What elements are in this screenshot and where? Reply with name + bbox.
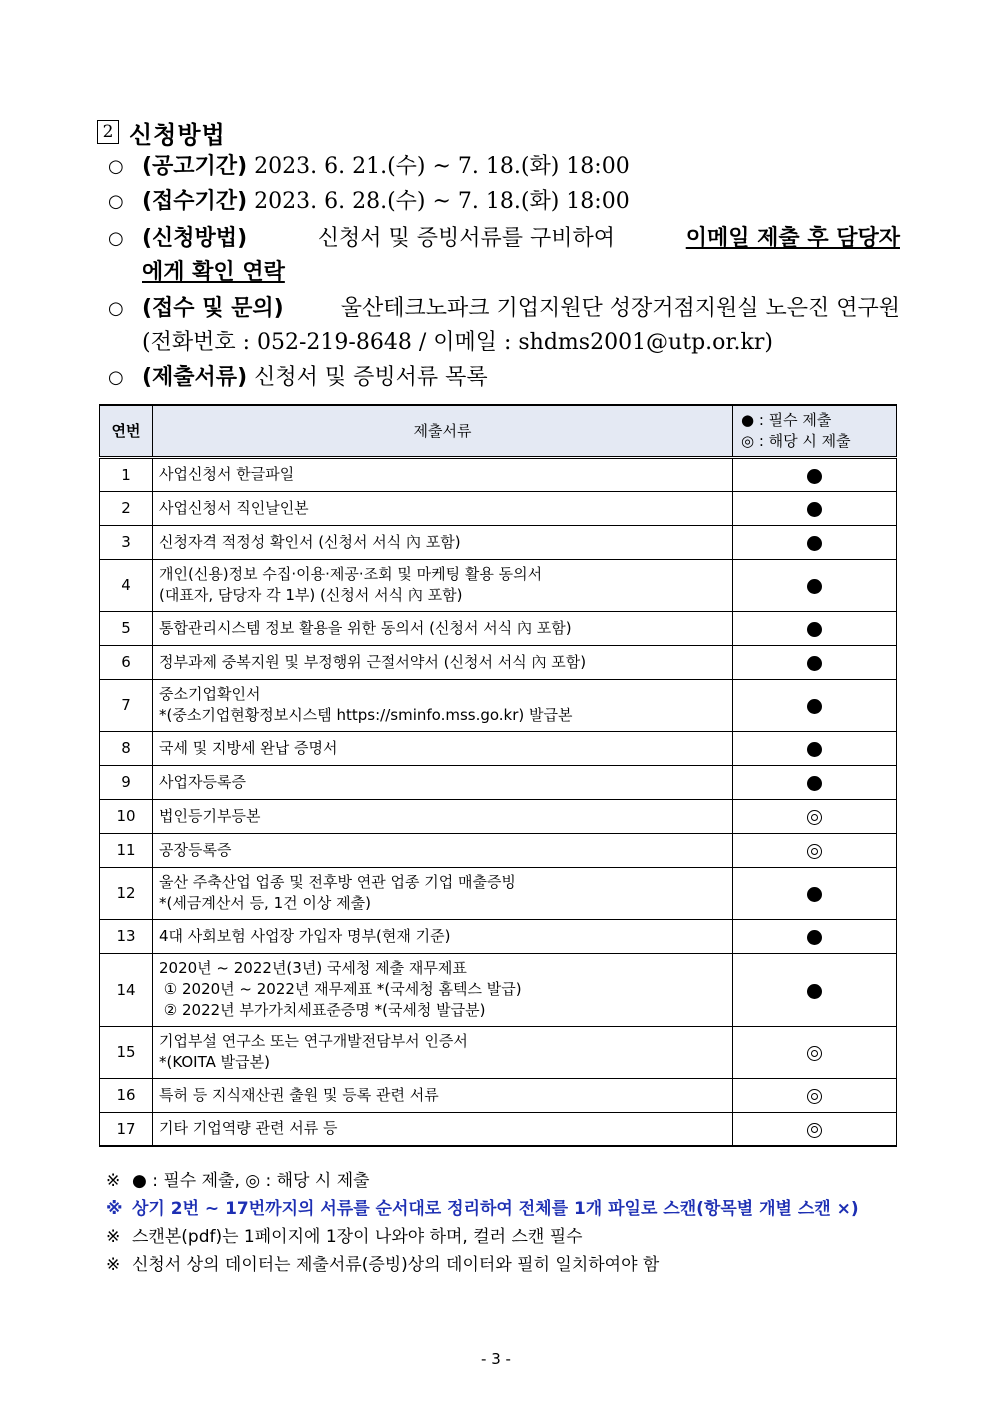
legend-optional: ◎ : 해당 시 제출 bbox=[741, 431, 851, 450]
row-number: 9 bbox=[100, 765, 153, 799]
submission-mark bbox=[733, 731, 897, 765]
row-number: 12 bbox=[100, 867, 153, 919]
reference-mark-icon: ※ bbox=[106, 1171, 121, 1191]
submission-mark bbox=[733, 833, 897, 867]
double-circle-icon bbox=[807, 810, 822, 825]
bullet-key: (제출서류) bbox=[142, 365, 248, 390]
reference-mark-icon: ※ bbox=[106, 1199, 123, 1219]
submission-mark bbox=[733, 679, 897, 731]
note-consistency bbox=[106, 1252, 906, 1278]
document-name bbox=[153, 525, 733, 559]
circle-bullet-icon: ○ bbox=[108, 156, 124, 177]
row-number: 17 bbox=[100, 1112, 153, 1146]
document-name bbox=[153, 1112, 733, 1146]
filled-circle-icon bbox=[807, 887, 822, 902]
row-number: 2 bbox=[100, 491, 153, 525]
submission-mark bbox=[733, 1026, 897, 1078]
bullet-announce-period bbox=[108, 150, 900, 184]
document-name bbox=[153, 491, 733, 525]
document-name bbox=[153, 645, 733, 679]
row-number: 16 bbox=[100, 1078, 153, 1112]
filled-circle-icon bbox=[807, 984, 822, 999]
bullet-contact bbox=[108, 292, 900, 360]
table-header-row bbox=[100, 405, 897, 457]
table-row bbox=[100, 833, 897, 867]
document-name bbox=[153, 457, 733, 491]
section-heading bbox=[97, 116, 226, 148]
filled-circle-icon bbox=[807, 536, 822, 551]
header-name: 제출서류 bbox=[153, 405, 733, 457]
bullet-application-method bbox=[108, 222, 900, 290]
bullet-key: (신청방법) bbox=[142, 226, 248, 251]
circle-bullet-icon: ○ bbox=[108, 228, 124, 249]
table-row bbox=[100, 919, 897, 953]
document-name-line: *(중소기업현황정보시스템 https://sminfo.mss.go.kr) 발급본 bbox=[159, 706, 573, 724]
document-name-line: 신청자격 적정성 확인서 (신청서 서식 內 포함) bbox=[159, 532, 461, 551]
header-legend bbox=[733, 405, 897, 457]
bullet-submit-documents bbox=[108, 361, 900, 395]
table-row bbox=[100, 525, 897, 559]
section-title: 신청방법 bbox=[129, 120, 226, 149]
document-name-line: 중소기업확인서 bbox=[159, 685, 261, 703]
document-name-line: 기타 기업역량 관련 서류 등 bbox=[159, 1119, 338, 1138]
legend-required: ● : 필수 제출 bbox=[741, 410, 832, 429]
submission-mark bbox=[733, 1112, 897, 1146]
submission-mark bbox=[733, 525, 897, 559]
reference-mark-icon: ※ bbox=[106, 1255, 121, 1275]
document-name-line: (대표자, 담당자 각 1부) (신청서 서식 內 포함) bbox=[159, 586, 463, 604]
document-name-line: 국세 및 지방세 완납 증명서 bbox=[159, 738, 338, 757]
document-name bbox=[153, 1078, 733, 1112]
document-name bbox=[153, 559, 733, 611]
double-circle-icon bbox=[807, 1089, 822, 1104]
filled-circle-icon bbox=[807, 776, 822, 791]
row-number: 14 bbox=[100, 953, 153, 1026]
section-number-box: 2 bbox=[97, 120, 119, 144]
submission-mark bbox=[733, 953, 897, 1026]
document-name-line: *(KOITA 발급본) bbox=[159, 1053, 270, 1071]
document-name bbox=[153, 731, 733, 765]
submission-mark bbox=[733, 559, 897, 611]
row-number: 11 bbox=[100, 833, 153, 867]
submission-mark bbox=[733, 765, 897, 799]
filled-circle-icon bbox=[807, 656, 822, 671]
document-name bbox=[153, 833, 733, 867]
bullet-text: 2023. 6. 28.(수) ~ 7. 18.(화) 18:00 bbox=[254, 189, 630, 214]
row-number: 5 bbox=[100, 611, 153, 645]
row-number: 15 bbox=[100, 1026, 153, 1078]
document-name bbox=[153, 867, 733, 919]
document-name-line: 사업신청서 한글파일 bbox=[159, 465, 295, 483]
note-text: 상기 2번 ~ 17번까지의 서류를 순서대로 정리하여 전체를 1개 파일로 스캔(항목별 개별 스캔 ×) bbox=[132, 1199, 859, 1219]
table-row bbox=[100, 457, 897, 491]
bullet-emphasis: 이메일 제출 후 담당자 bbox=[685, 226, 900, 251]
bullet-key: (공고기간) bbox=[142, 154, 248, 179]
bullet-text: 2023. 6. 21.(수) ~ 7. 18.(화) 18:00 bbox=[254, 154, 630, 179]
filled-circle-icon bbox=[807, 469, 822, 484]
table-row bbox=[100, 1078, 897, 1112]
table-row bbox=[100, 491, 897, 525]
document-name-line: 울산 주축산업 업종 및 전후방 연관 업종 기업 매출증빙 bbox=[159, 873, 516, 891]
double-circle-icon bbox=[807, 844, 822, 859]
submission-mark bbox=[733, 919, 897, 953]
filled-circle-icon bbox=[807, 930, 822, 945]
table-row bbox=[100, 731, 897, 765]
document-name bbox=[153, 919, 733, 953]
bullet-text: 신청서 및 증빙서류를 구비하여 bbox=[317, 226, 616, 251]
document-name-line: *(세금계산서 등, 1건 이상 제출) bbox=[159, 894, 371, 912]
table-row bbox=[100, 1026, 897, 1078]
table-row bbox=[100, 611, 897, 645]
page-number: - 3 - bbox=[481, 1350, 511, 1368]
table-row bbox=[100, 799, 897, 833]
header-no: 연번 bbox=[100, 405, 153, 457]
filled-circle-icon bbox=[807, 502, 822, 517]
table-row bbox=[100, 953, 897, 1026]
row-number: 3 bbox=[100, 525, 153, 559]
note-scan-order bbox=[106, 1196, 906, 1222]
submission-mark bbox=[733, 867, 897, 919]
document-name bbox=[153, 679, 733, 731]
filled-circle-icon bbox=[807, 699, 822, 714]
row-number: 13 bbox=[100, 919, 153, 953]
double-circle-icon bbox=[807, 1123, 822, 1138]
document-name-line: 정부과제 중복지원 및 부정행위 근절서약서 (신청서 서식 內 포함) bbox=[159, 652, 587, 671]
row-number: 7 bbox=[100, 679, 153, 731]
document-name bbox=[153, 611, 733, 645]
contact-details: (전화번호 : 052-219-8648 / 이메일 : shdms2001@utp.or.kr) bbox=[142, 330, 773, 355]
submission-mark bbox=[733, 645, 897, 679]
note-text: 스캔본(pdf)는 1페이지에 1장이 나와야 하며, 컬러 스캔 필수 bbox=[132, 1227, 583, 1247]
bullet-key: (접수기간) bbox=[142, 189, 248, 214]
row-number: 6 bbox=[100, 645, 153, 679]
document-name-line: 특허 등 지식재산권 출원 및 등록 관련 서류 bbox=[159, 1085, 439, 1104]
submission-mark bbox=[733, 799, 897, 833]
bullet-text: 신청서 및 증빙서류 목록 bbox=[254, 365, 488, 390]
circle-bullet-icon: ○ bbox=[108, 191, 124, 212]
document-name bbox=[153, 1026, 733, 1078]
documents-table bbox=[99, 404, 897, 1147]
document-name-line: ① 2020년 ~ 2022년 재무제표 *(국세청 홈텍스 발급) bbox=[159, 980, 522, 998]
submission-mark bbox=[733, 1078, 897, 1112]
table-row bbox=[100, 1112, 897, 1146]
document-name-line: 개인(신용)정보 수집·이용·제공·조회 및 마케팅 활용 동의서 bbox=[159, 565, 543, 583]
table-row bbox=[100, 765, 897, 799]
double-circle-icon bbox=[807, 1046, 822, 1061]
bullet-emphasis-line2: 에게 확인 연락 bbox=[142, 260, 285, 285]
bullet-receive-period bbox=[108, 185, 900, 219]
document-name-line: 2020년 ~ 2022년(3년) 국세청 제출 재무제표 bbox=[159, 959, 467, 977]
note-scan-color bbox=[106, 1224, 906, 1250]
circle-bullet-icon: ○ bbox=[108, 367, 124, 388]
document-name-line: ② 2022년 부가가치세표준증명 *(국세청 발급분) bbox=[159, 1001, 486, 1019]
circle-bullet-icon: ○ bbox=[108, 298, 124, 319]
document-name-line: 기업부설 연구소 또는 연구개발전담부서 인증서 bbox=[159, 1032, 468, 1050]
submission-mark bbox=[733, 457, 897, 491]
document-name-line: 법인등기부등본 bbox=[159, 806, 261, 825]
row-number: 8 bbox=[100, 731, 153, 765]
document-name-line: 통합관리시스템 정보 활용을 위한 동의서 (신청서 서식 內 포함) bbox=[159, 618, 572, 637]
table-row bbox=[100, 679, 897, 731]
filled-circle-icon bbox=[807, 622, 822, 637]
document-name bbox=[153, 765, 733, 799]
filled-circle-icon bbox=[807, 579, 822, 594]
document-name bbox=[153, 953, 733, 1026]
document-name-line: 4대 사회보험 사업장 가입자 명부(현재 기준) bbox=[159, 926, 451, 945]
bullet-text: 울산테크노파크 기업지원단 성장거점지원실 노은진 연구원 bbox=[340, 296, 900, 321]
row-number: 4 bbox=[100, 559, 153, 611]
table-row bbox=[100, 645, 897, 679]
table-row bbox=[100, 867, 897, 919]
note-text: 신청서 상의 데이터는 제출서류(증빙)상의 데이터와 필히 일치하여야 함 bbox=[132, 1255, 660, 1275]
reference-mark-icon: ※ bbox=[106, 1227, 121, 1247]
document-name-line: 공장등록증 bbox=[159, 840, 232, 859]
document-name-line: 사업신청서 직인날인본 bbox=[159, 498, 309, 517]
table-row bbox=[100, 559, 897, 611]
document-name bbox=[153, 799, 733, 833]
row-number: 1 bbox=[100, 457, 153, 491]
submission-mark bbox=[733, 491, 897, 525]
note-legend bbox=[106, 1168, 906, 1194]
filled-circle-icon bbox=[807, 742, 822, 757]
row-number: 10 bbox=[100, 799, 153, 833]
note-text: ● : 필수 제출, ◎ : 해당 시 제출 bbox=[132, 1171, 370, 1191]
bullet-key: (접수 및 문의) bbox=[142, 296, 284, 321]
document-name-line: 사업자등록증 bbox=[159, 772, 246, 791]
submission-mark bbox=[733, 611, 897, 645]
